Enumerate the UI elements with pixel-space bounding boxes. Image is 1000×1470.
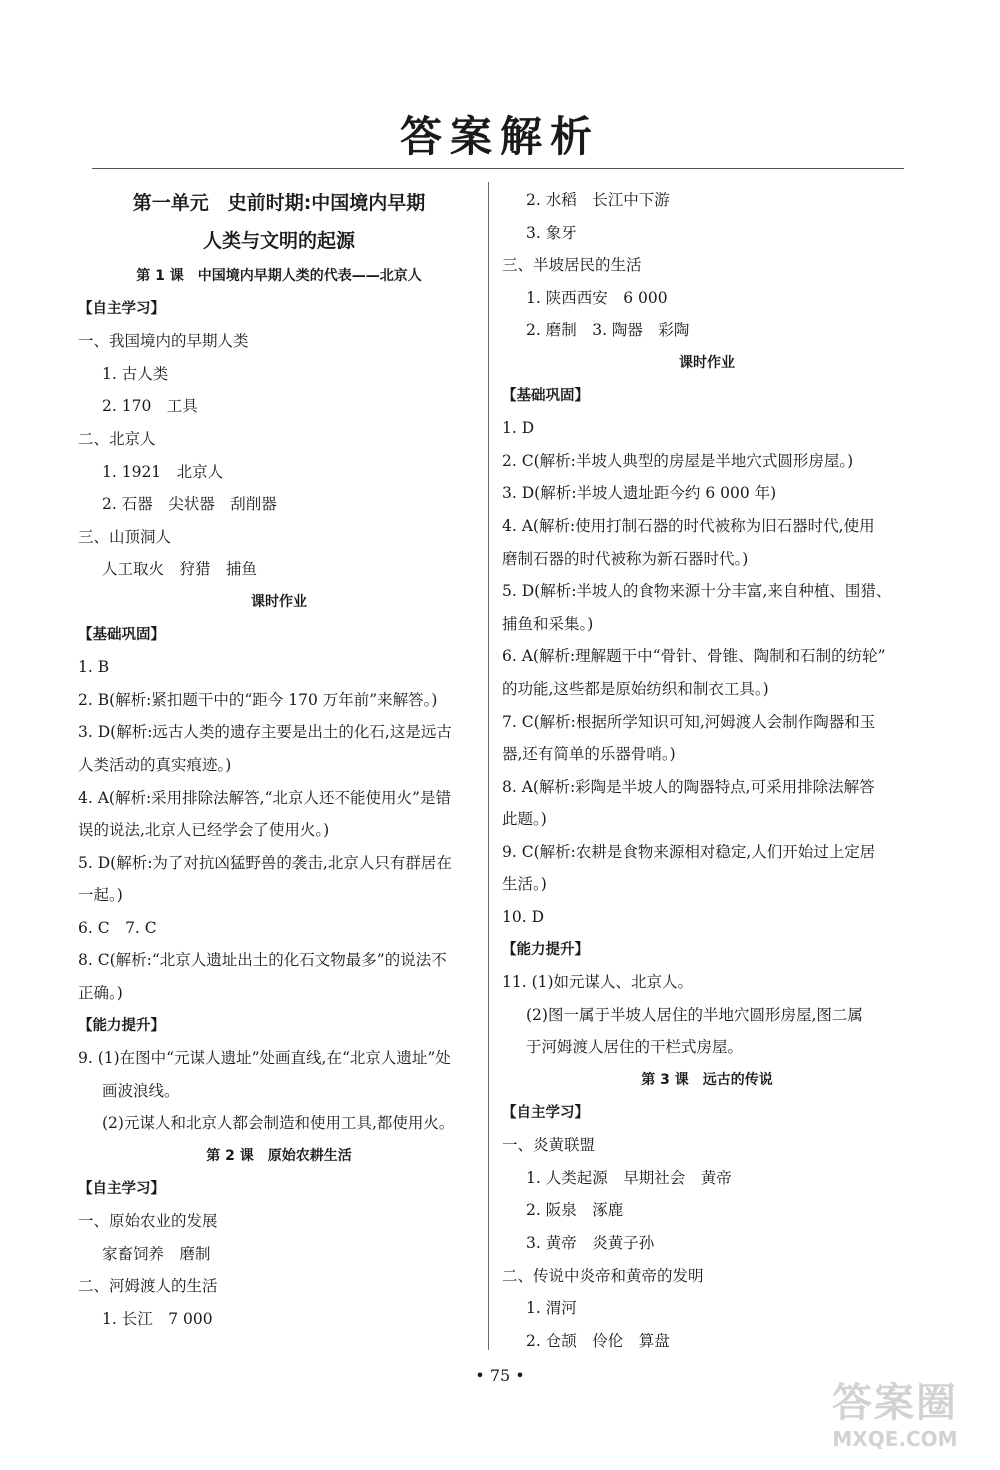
- text-line: 2. 170 工具: [102, 397, 198, 416]
- text-line: 磨制石器的时代被称为新石器时代。): [502, 549, 749, 568]
- subsection-heading: 课时作业: [679, 354, 735, 371]
- lesson-heading: 第 3 课 远古的传说: [641, 1072, 773, 1089]
- text-line: 2. 阪泉 涿鹿: [526, 1201, 624, 1220]
- section-tag: 【自主学习】: [78, 300, 165, 317]
- text-line: 画波浪线。: [102, 1081, 180, 1100]
- text-line: 三、半坡居民的生活: [502, 256, 642, 275]
- text-line: 一起。): [78, 886, 123, 905]
- text-line: 一、原始农业的发展: [78, 1212, 218, 1231]
- text-line: 一、我国境内的早期人类: [78, 332, 249, 351]
- text-line: 2. 石器 尖状器 刮削器: [102, 495, 277, 514]
- text-line: 1. 陕西西安 6 000: [526, 288, 668, 307]
- text-line: 3. 黄帝 炎黄子孙: [526, 1234, 655, 1252]
- watermark: [800, 1380, 990, 1460]
- text-line: 6. A(解析:理解题干中“骨针、骨锥、陶制和石制的纺轮”: [502, 647, 886, 666]
- watermark-logo: 答案圈: [832, 1380, 958, 1426]
- text-line: 1. 1921 北京人: [102, 462, 224, 481]
- text-line: 1. 古人类: [102, 364, 169, 383]
- title-rule: [92, 168, 904, 169]
- text-line: 2. 磨制 3. 陶器 彩陶: [526, 321, 690, 340]
- text-line: 11. (1)如元谋人、北京人。: [502, 973, 694, 992]
- text-line: 5. D(解析:半坡人的食物来源十分丰富,来自种植、围猎、: [502, 582, 892, 601]
- text-line: 3. D(解析:远古人类的遗存主要是出土的化石,这是远古: [78, 723, 452, 742]
- text-line: 1. 渭河: [526, 1299, 577, 1318]
- text-line: 3. D(解析:半坡人遗址距今约 6 000 年): [502, 484, 777, 503]
- text-line: 二、北京人: [78, 429, 156, 448]
- page-title: 答案解析: [399, 112, 600, 161]
- text-line: 人工取火 狩猎 捕鱼: [102, 560, 258, 579]
- text-line: 二、河姆渡人的生活: [78, 1277, 218, 1296]
- text-line: 9. (1)在图中“元谋人遗址”处画直线,在“北京人遗址”处: [78, 1049, 451, 1068]
- section-tag: 【自主学习】: [78, 1180, 165, 1197]
- lesson-heading: 第 1 课 中国境内早期人类的代表——北京人: [136, 268, 422, 284]
- column-divider: [488, 182, 489, 1350]
- right-column: [502, 184, 912, 1357]
- text-line: 误的说法,北京人已经学会了使用火。): [78, 821, 330, 840]
- lesson-heading: 第 2 课 原始农耕生活: [206, 1148, 352, 1165]
- text-line: 此题。): [502, 810, 547, 829]
- text-line: 人类活动的真实痕迹。): [78, 755, 232, 774]
- text-line: 4. A(解析:采用排除法解答,“北京人还不能使用火”是错: [78, 788, 451, 807]
- text-line: 8. A(解析:彩陶是半坡人的陶器特点,可采用排除法解答: [502, 777, 875, 796]
- text-line: 2. 仓颉 伶伦 算盘: [526, 1331, 670, 1350]
- unit-heading: 第一单元 史前时期:中国境内早期: [132, 192, 426, 214]
- section-tag: 【基础巩固】: [78, 626, 165, 643]
- text-line: 生活。): [502, 875, 547, 894]
- text-line: 7. C(解析:根据所学知识可知,河姆渡人会制作陶器和玉: [502, 712, 876, 731]
- section-tag: 【能力提升】: [78, 1017, 165, 1034]
- text-line: 1. B: [78, 658, 110, 677]
- text-line: 家畜饲养 磨制: [102, 1244, 211, 1263]
- section-tag: 【自主学习】: [502, 1104, 589, 1121]
- text-line: 正确。): [78, 984, 123, 1003]
- text-line: 9. C(解析:农耕是食物来源相对稳定,人们开始过上定居: [502, 842, 876, 861]
- text-line: 5. D(解析:为了对抗凶猛野兽的袭击,北京人只有群居在: [78, 853, 452, 872]
- text-line: 一、炎黄联盟: [502, 1136, 596, 1155]
- text-line: 4. A(解析:使用打制石器的时代被称为旧石器时代,使用: [502, 516, 875, 535]
- watermark-site: MXQE.COM: [832, 1427, 958, 1451]
- section-tag: 【能力提升】: [502, 941, 589, 958]
- text-line: 8. C(解析:“北京人遗址出土的化石文物最多”的说法不: [78, 951, 447, 970]
- text-line: 三、山顶洞人: [78, 527, 172, 546]
- text-line: (2)元谋人和北京人都会制造和使用工具,都使用火。: [102, 1114, 455, 1133]
- text-line: 1. 人类起源 早期社会 黄帝: [526, 1168, 732, 1187]
- section-tag: 【基础巩固】: [502, 387, 589, 404]
- text-line: 捕鱼和采集。): [502, 614, 594, 633]
- left-column: [78, 184, 480, 1336]
- page-number: • 75 •: [475, 1366, 525, 1385]
- text-line: 二、传说中炎帝和黄帝的发明: [502, 1266, 704, 1285]
- text-line: 6. C 7. C: [78, 918, 157, 937]
- text-line: 1. D: [502, 419, 535, 438]
- subsection-heading: 课时作业: [251, 593, 307, 610]
- text-line: 的功能,这些都是原始纺织和制衣工具。): [502, 679, 769, 698]
- unit-heading: 人类与文明的起源: [202, 230, 355, 252]
- text-line: 3. 象牙: [526, 223, 577, 242]
- text-line: (2)图一属于半坡人居住的半地穴圆形房屋,图二属: [526, 1005, 863, 1024]
- text-line: 10. D: [502, 908, 545, 927]
- text-line: 1. 长江 7 000: [102, 1310, 213, 1328]
- text-line: 2. C(解析:半坡人典型的房屋是半地穴式圆形房屋。): [502, 451, 854, 470]
- text-line: 器,还有简单的乐器骨哨。): [502, 745, 676, 764]
- text-line: 于河姆渡人居住的干栏式房屋。: [526, 1038, 744, 1057]
- text-line: 2. 水稻 长江中下游: [526, 191, 670, 209]
- text-line: 2. B(解析:紧扣题干中的“距今 170 万年前”来解答。): [78, 690, 438, 709]
